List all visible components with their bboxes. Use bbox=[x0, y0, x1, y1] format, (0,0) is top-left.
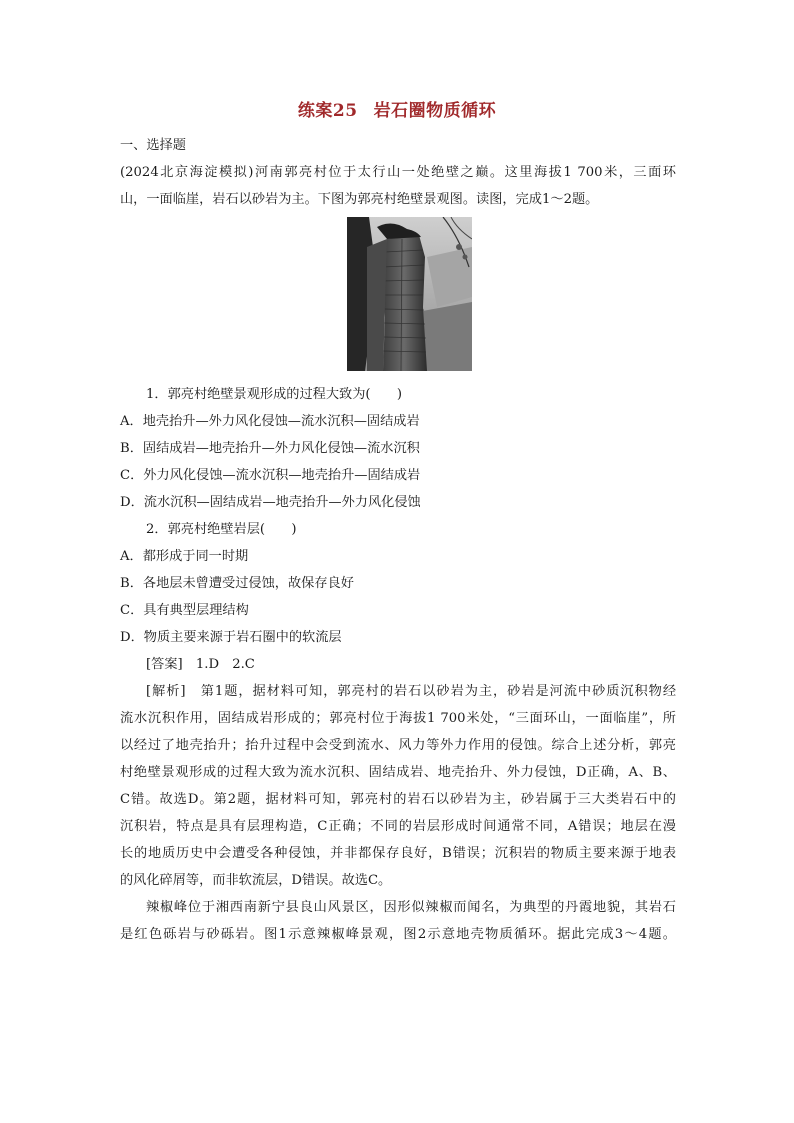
exercise-topic: 岩石圈物质循环 bbox=[373, 101, 497, 121]
analysis-tag: [解析] bbox=[146, 684, 186, 699]
exercise-number: 练案25 bbox=[297, 101, 358, 121]
question-2-option-c: C．具有典型层理结构 bbox=[120, 603, 249, 618]
next-intro-line-1: 辣椒峰位于湘西南新宁县良山风景区，因形似辣椒而闻名，为典型的丹霞地貌，其岩石 bbox=[146, 900, 676, 915]
figure bbox=[120, 217, 676, 375]
analysis-line-7: 长的地质历史中会遭受各种侵蚀，并非都保存良好，B错误；沉积岩的物质主要来源于地表 bbox=[120, 846, 676, 861]
analysis-line-4: 村绝壁景观形成的过程大致为流水沉积、固结成岩、地壳抬升、外力侵蚀，D正确，A、B、 bbox=[120, 765, 676, 780]
question-2-option-b: B．各地层未曾遭受过侵蚀，故保存良好 bbox=[120, 576, 354, 591]
analysis-text-1: 第1题，据材料可知，郭亮村的岩石以砂岩为主，砂岩是河流中砂质沉积物经 bbox=[200, 684, 676, 699]
intro-line-2: 山，一面临崖，岩石以砂岩为主。下图为郭亮村绝壁景观图。读图，完成1～2题。 bbox=[120, 192, 599, 207]
question-2-option-d: D．物质主要来源于岩石圈中的软流层 bbox=[120, 630, 342, 645]
analysis-line-2: 流水沉积作用，固结成岩形成的；郭亮村位于海拔1 700米处，“三面环山，一面临崖”，所 bbox=[120, 711, 676, 726]
next-intro-line-2: 是红色砾岩与砂砾岩。图1示意辣椒峰景观，图2示意地壳物质循环。据此完成3～4题。 bbox=[120, 927, 676, 942]
question-1-option-d: D．流水沉积—固结成岩—地壳抬升—外力风化侵蚀 bbox=[120, 495, 421, 510]
question-2-option-a: A．都形成于同一时期 bbox=[120, 549, 249, 564]
cliff-photo bbox=[347, 217, 472, 371]
analysis-line-3: 以经过了地壳抬升；抬升过程中会受到流水、风力等外力作用的侵蚀。综合上述分析，郭亮 bbox=[120, 738, 676, 753]
content bbox=[120, 132, 676, 948]
intro-line-1: (2024北京海淀模拟)河南郭亮村位于太行山一处绝壁之巅。这里海拔1 700米，三面环 bbox=[120, 165, 676, 180]
answer-tag: [答案] bbox=[146, 657, 183, 672]
section-heading: 一、选择题 bbox=[120, 138, 186, 153]
analysis-line-8: 的风化碎屑等，而非软流层，D错误。故选C。 bbox=[120, 873, 392, 888]
question-1-option-b: B．固结成岩—地壳抬升—外力风化侵蚀—流水沉积 bbox=[120, 441, 420, 456]
answer-line bbox=[120, 651, 676, 678]
analysis-line-5: C错。故选D。第2题，据材料可知，郭亮村的岩石以砂岩为主，砂岩属于三大类岩石中的 bbox=[120, 792, 676, 807]
question-2-stem: 2．郭亮村绝壁岩层( ) bbox=[146, 522, 297, 537]
page-title bbox=[0, 96, 794, 121]
question-1-option-a: A．地壳抬升—外力风化侵蚀—流水沉积—固结成岩 bbox=[120, 414, 420, 429]
question-1-option-c: C．外力风化侵蚀—流水沉积—地壳抬升—固结成岩 bbox=[120, 468, 421, 483]
analysis-line-1 bbox=[120, 678, 676, 705]
question-1-stem: 1．郭亮村绝壁景观形成的过程大致为( ) bbox=[146, 387, 403, 402]
analysis-line-6: 沉积岩，特点是具有层理构造，C正确；不同的岩层形成时间通常不同，A错误；地层在漫 bbox=[120, 819, 676, 834]
answer-text: 1.D 2.C bbox=[195, 657, 255, 672]
